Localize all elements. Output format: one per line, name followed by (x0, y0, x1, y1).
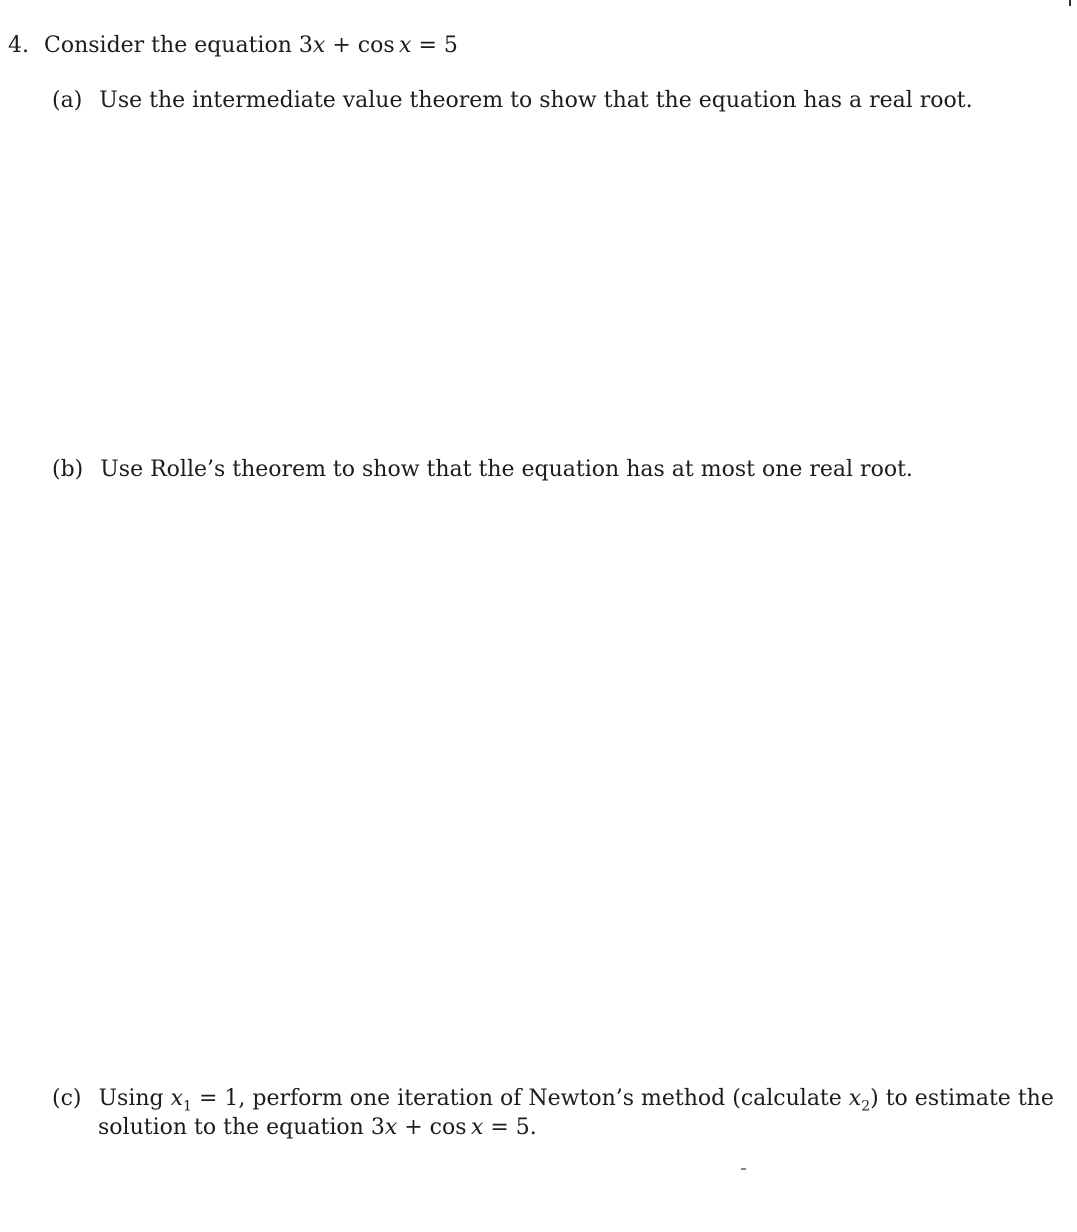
part-c-line2 (98, 1117, 537, 1139)
stray-mark (741, 1168, 746, 1170)
part-c-text-end: ) to estimate the (870, 1086, 1054, 1111)
part-b (52, 459, 913, 481)
question-intro: Consider the equation (44, 33, 292, 58)
page-edge-mark (1069, 0, 1071, 6)
part-c-equation: 3x + cos x = 5. (370, 1115, 537, 1140)
part-c-x1-value: = 1, (198, 1086, 246, 1111)
part-c-using: Using (98, 1086, 164, 1111)
part-c-x2: $x_2$ (848, 1086, 871, 1115)
part-a (52, 90, 973, 112)
part-b-label: (b) (52, 457, 84, 482)
part-c (52, 1088, 1054, 1113)
question-number: 4. (8, 33, 29, 58)
part-a-label: (a) (52, 88, 83, 113)
question-heading (8, 35, 458, 57)
part-a-text: Use the intermediate value theorem to show that the equation has a real root. (99, 88, 973, 113)
part-c-label: (c) (52, 1086, 82, 1111)
part-b-text: Use Rolle’s theorem to show that the equation has at most one real root. (100, 457, 913, 482)
part-c-x1: $x_1$ (170, 1086, 192, 1115)
question-equation: 3x + cos x = 5 (298, 33, 458, 58)
part-c-text-mid: perform one iteration of Newton’s method (calculate (252, 1086, 842, 1111)
part-c-line2-text: solution to the equation (98, 1115, 364, 1140)
